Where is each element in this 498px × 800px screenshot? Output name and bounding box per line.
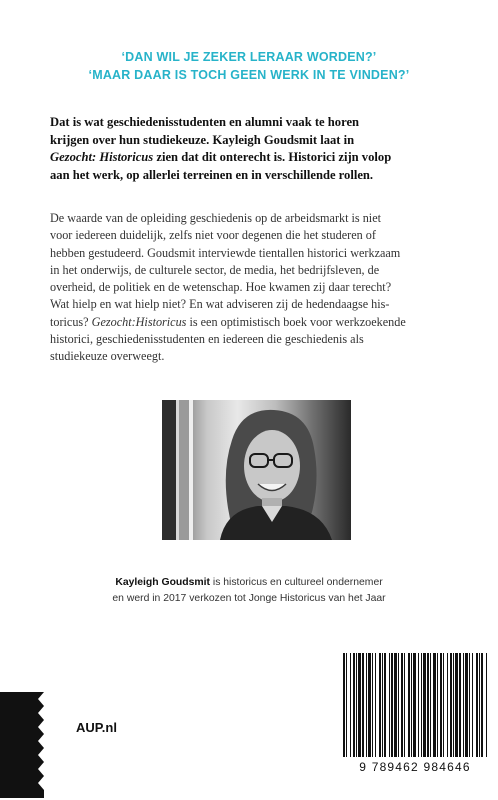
barcode-bar <box>486 653 487 757</box>
cover-quote-1: ‘DAN WIL JE ZEKER LERAAR WORDEN?’ <box>121 50 377 64</box>
barcode-bar <box>372 653 373 757</box>
barcode-bar <box>472 653 473 757</box>
barcode-bar <box>391 653 393 757</box>
barcode-bar <box>427 653 429 757</box>
barcode-bar <box>375 653 376 757</box>
barcode-bar <box>362 653 364 757</box>
barcode-bar <box>356 653 357 757</box>
body-line: toricus? Gezocht:Historicus is een optimistisch boek voor werkzoekende <box>50 314 406 329</box>
author-name: Kayleigh Goudsmit <box>115 577 210 588</box>
body-line: in het onderwijs, de culturele sector, de media, het bedrijfsleven, de <box>50 262 380 277</box>
barcode-bar <box>469 653 470 757</box>
author-photo <box>162 400 351 540</box>
body-line: studiekeuze overweegt. <box>50 349 165 364</box>
barcode-bar <box>423 653 426 757</box>
barcode-bar <box>379 653 381 757</box>
barcode-bar <box>455 653 458 757</box>
body-line: historici, geschiedenisstudenten en iedereen die geschiedenis als <box>50 332 364 347</box>
barcode-bar <box>358 653 361 757</box>
body-line: voor iedereen duidelijk, zelfs niet voor degenen die het studeren of <box>50 228 376 243</box>
barcode-bar <box>437 653 438 757</box>
book-title: Gezocht:Historicus <box>91 314 187 329</box>
author-bio-line-1: Kayleigh Goudsmit is historicus en cultureel ondernemer <box>115 577 383 588</box>
barcode-bar <box>440 653 442 757</box>
body-paragraph <box>50 210 460 366</box>
book-title: Gezocht: Historicus <box>50 150 154 164</box>
barcode-bar <box>408 653 410 757</box>
barcode-bar <box>453 653 454 757</box>
barcode-bar <box>384 653 386 757</box>
barcode-bar <box>430 653 431 757</box>
barcode-bar <box>398 653 399 757</box>
barcode-bar <box>481 653 483 757</box>
body-line: De waarde van de opleiding geschiedenis op de arbeidsmarkt is niet <box>50 211 381 225</box>
lead-line: aan het werk, op allerlei terreinen en in verschillende rollen. <box>50 167 374 182</box>
body-line: Wat hielp en wat hielp niet? En wat adviseren zij de hedendaagse his- <box>50 297 390 312</box>
lead-line: Dat is wat geschiedenisstudenten en alumni vaak te horen <box>50 115 360 129</box>
lead-line: Gezocht: Historicus zien dat dit onterecht is. Historici zijn volop <box>50 150 392 164</box>
barcode-bar <box>421 653 422 757</box>
barcode-bar <box>401 653 403 757</box>
body-line: overheid, de politiek en de wetenschap. Hoe kwamen zij daar terecht? <box>50 280 392 295</box>
barcode-bar <box>411 653 412 757</box>
barcode-bars <box>335 653 495 761</box>
barcode-bar <box>447 653 448 757</box>
barcode-bar <box>476 653 478 757</box>
barcode-bar <box>413 653 416 757</box>
barcode-bar <box>343 653 345 757</box>
isbn-number: 9 789462 984646 <box>359 760 471 774</box>
barcode-bar <box>346 653 347 757</box>
barcode-bar <box>450 653 452 757</box>
barcode-bar <box>463 653 464 757</box>
lead-line: krijgen over hun studiekeuze. Kayleigh Goudsmit laat in <box>50 132 355 147</box>
barcode-bar <box>459 653 461 757</box>
barcode-bar <box>418 653 419 757</box>
publisher-tab-graphic <box>0 692 44 798</box>
barcode-bar <box>465 653 468 757</box>
author-bio-line-2: en werd in 2017 verkozen tot Jonge Historicus van het Jaar <box>112 593 386 604</box>
author-portrait-graphic <box>162 400 351 540</box>
barcode-bar <box>368 653 371 757</box>
barcode-bar <box>389 653 390 757</box>
barcode-bar <box>366 653 367 757</box>
publisher-logo: AUP.nl <box>76 720 117 735</box>
cover-quote-2: ‘MAAR DAAR IS TOCH GEEN WERK IN TE VINDEN?’ <box>88 68 410 82</box>
barcode-bar <box>479 653 480 757</box>
barcode-bar <box>433 653 436 757</box>
barcode <box>335 653 495 761</box>
barcode-bar <box>443 653 444 757</box>
lead-paragraph <box>50 114 460 184</box>
barcode-bar <box>353 653 355 757</box>
body-line: hebben gestudeerd. Goudsmit interviewde tientallen historici werkzaam <box>50 245 401 260</box>
barcode-bar <box>382 653 383 757</box>
barcode-bar <box>404 653 405 757</box>
barcode-bar <box>394 653 397 757</box>
barcode-bar <box>350 653 351 757</box>
